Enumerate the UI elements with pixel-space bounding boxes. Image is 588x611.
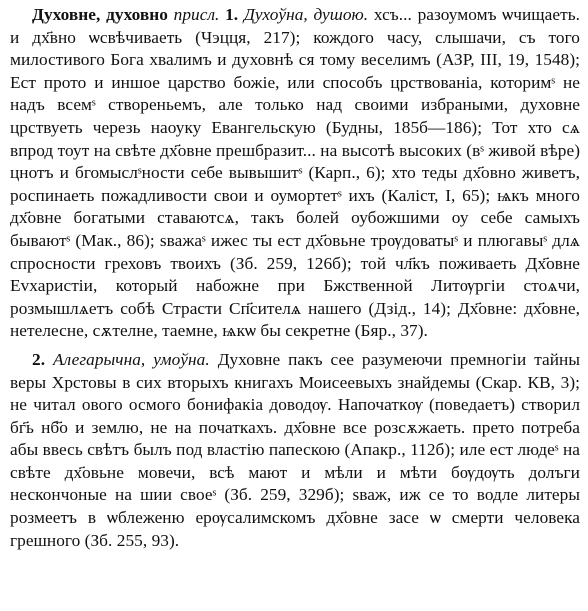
sense-number-2: 2. [32,349,46,369]
sense-text-1: хсъ... разоумомъ ѡчищаеть. и дх҃вно ѡсвѣчиваеть (Чэцця, 217); кождого часу, слышачи, съ того милостивого Бога хвалимъ и духовнѣ ся тому веселимъ (АЗР, III, 19, 1548); Ест прото и иншое царство божіе, или способъ црствованіа, которимˢ не надъ всемˢ створеньемъ, але только над своими избраными, духовне црствуеть черезь наоуку Евангельскую (Будны, 185б—186); Тот хто сѧ впрод тоут на свѣте дх҃овне прешбразит... на высотѣ высоких (вˢ живой вѣре) цнотъ и бгомыслˢности себе вывышитˢ (Карп., 6); хто теды дх҃овно живетъ, роспинаеть пожадливости свои и оумортетˢ ихъ (Каліст, I, 65); ѩкъ много дх҃овне богатыми ставаютсѧ, такъ болей оубожшими оу себе самыхъ бываютˢ (Мак., 86); ѕважаˢ ижес ты ест дх҃овьне трѹдоватыˢ и плюгавыˢ длѧ спросности греховъ твоихъ (Зб. 259, 126б); той чл҃къ поживаеть Дх҃овне Еvхаристіи, который набожне при Бжственной Литѹргіи стоѧчи, розмышлѧетъ собѣ Страсти Сп҃сителѧ нашего (Дзід., 14); Дх҃овне: дх҃овне, нетелесне, сѫтелне, таемне, ѩкѡ бы секретне (Бяр., 37). [10,5,581,341]
entry-sense-2 [10,349,580,552]
headword: Духовне, духовно [32,5,168,24]
part-of-speech: присл. [173,5,220,24]
entry-sense-1 [10,4,580,343]
sense-gloss-2: Алегарычна, умоўна. [53,349,210,369]
sense-gloss-1: Духоўна, душою. [243,5,369,24]
sense-text-2: Духовне пакъ сее разумеючи премногіи тайны веры Хрстовы в сих вторыхъ книгахъ Моисеевыхъ знайдемы (Скар. КВ, 3); не читал ового осмого бонифакіа доводѹ. Напочаткѹ (поведаетъ) створил бг҃ь нб҃о и землю, не на початкахъ. дх҃овне все розсѫжаеть. прето потреба абы ввесь свѣтъ былъ под властію папескою (Апакр., 112б); иле ест людеˢ на свѣте дх҃овьне мовечи, всѣ мают и мѣли и мѣти бѹдѹть долъги нескончоные на шии своеˢ (Зб. 259, 329б); ѕваж, иж се то водле литеры розмеетъ в ѡблеженю ерѹсалимскомъ дх҃овне засе ѡ смерти человека грешного (Зб. 255, 93). [10,349,580,550]
sense-number-1: 1. [225,5,239,24]
